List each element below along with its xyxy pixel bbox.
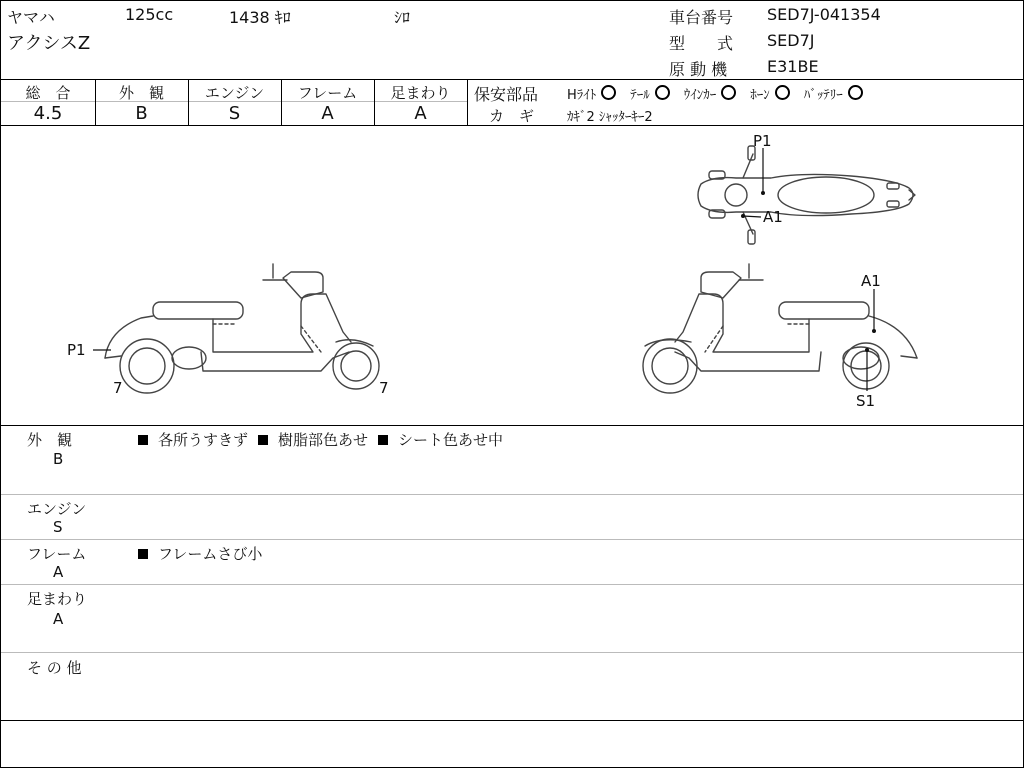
marker-top-a1: A1: [763, 208, 783, 226]
safety-label: 保安部品: [474, 85, 539, 104]
marker-right-a1: A1: [861, 272, 881, 290]
grade-suspension-label: 足まわり: [390, 84, 451, 102]
note-seat-fade: シート色あせ中: [398, 431, 504, 449]
engine-label: 原 動 機: [669, 60, 728, 79]
key-label: カ ギ: [489, 107, 535, 125]
frame-no-label: 車台番号: [669, 8, 734, 27]
note-scratches: 各所うすきず: [158, 431, 249, 449]
safety-battery: ﾊﾞｯﾃﾘｰ: [803, 88, 843, 103]
safety-headlight: Hﾗｲﾄ: [567, 88, 597, 103]
bullet-square-icon: [138, 549, 148, 559]
remark-frame-label: フレーム: [27, 545, 87, 563]
ok-circle-icon: [601, 85, 616, 100]
grade-exterior-value: B: [135, 103, 148, 124]
remark-suspension-grade: A: [53, 610, 64, 628]
grade-frame-value: A: [321, 103, 334, 124]
remark-frame-grade: A: [53, 563, 64, 581]
ok-circle-icon: [775, 85, 790, 100]
ok-circle-icon: [721, 85, 736, 100]
remark-other-label: そ の 他: [27, 659, 82, 677]
marker-left-p1: P1: [67, 341, 86, 359]
scooter-top-view: [698, 146, 915, 244]
mileage: 1438 ｷﾛ: [229, 8, 291, 27]
type-value: SED7J: [767, 31, 815, 50]
engine-value: E31BE: [767, 57, 819, 76]
remark-exterior-grade: B: [53, 450, 64, 468]
marker-top-p1: P1: [753, 132, 772, 150]
frame-no: SED7J-041354: [767, 5, 881, 24]
grade-total-value: 4.5: [33, 103, 63, 124]
remark-exterior-notes: [138, 429, 503, 450]
marker-left-7b: 7: [379, 379, 389, 397]
scooter-left-view: [105, 264, 379, 393]
note-frame-rust: フレームさび小: [158, 545, 263, 563]
safety-horn: ﾎｰﾝ: [750, 88, 770, 103]
scooter-diagrams: [1, 126, 1023, 425]
marker-right-s1: S1: [856, 392, 876, 410]
ok-circle-icon: [848, 85, 863, 100]
type-label: 型 式: [669, 34, 734, 53]
grade-exterior-label: 外 観: [118, 84, 164, 102]
safety-winker: ｳｲﾝｶｰ: [683, 88, 717, 103]
key-text: ｶｷﾞ2 ｼｬｯﾀｰｷｰ2: [567, 110, 653, 125]
remark-frame-notes: [138, 543, 262, 564]
remark-engine-grade: S: [53, 518, 63, 536]
grade-frame-label: フレーム: [297, 84, 358, 102]
maker: ヤマハ: [7, 8, 55, 27]
remark-exterior-label: 外 観: [27, 431, 73, 449]
bullet-square-icon: [258, 435, 268, 445]
bullet-square-icon: [378, 435, 388, 445]
remark-engine-label: エンジン: [27, 500, 87, 518]
displacement: 125cc: [125, 5, 174, 24]
bullet-square-icon: [138, 435, 148, 445]
ok-circle-icon: [655, 85, 670, 100]
grade-engine-label: エンジン: [204, 84, 265, 102]
remark-suspension-label: 足まわり: [27, 590, 88, 608]
note-resin-fade: 樹脂部色あせ: [278, 431, 369, 449]
grade-suspension-value: A: [414, 103, 427, 124]
grade-total-label: 総 合: [25, 84, 71, 102]
model-name: アクシスZ: [7, 33, 91, 54]
color: ｼﾛ: [394, 8, 411, 27]
grade-engine-value: S: [228, 103, 241, 124]
safety-tail: ﾃｰﾙ: [630, 88, 650, 103]
safety-items: [567, 84, 869, 103]
marker-left-7a: 7: [113, 379, 123, 397]
